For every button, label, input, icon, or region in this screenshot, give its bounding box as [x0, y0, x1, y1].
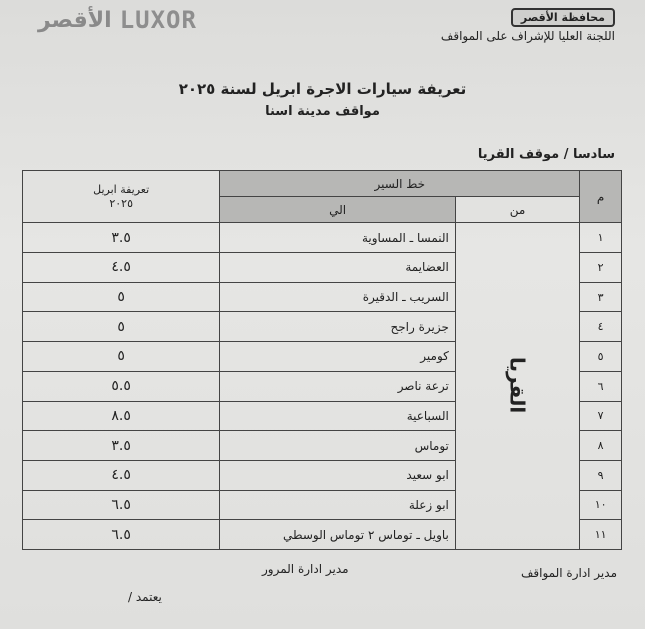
- header-fare: [23, 171, 220, 223]
- row-fare: ٤.٥: [23, 253, 220, 283]
- table-header-row: [23, 171, 622, 197]
- row-number: ٨: [580, 431, 622, 461]
- luxor-logo: [38, 6, 197, 34]
- row-destination: توماس: [220, 431, 456, 461]
- row-destination: ابو زعلة: [220, 490, 456, 520]
- logo-latin: LUXOR: [119, 6, 197, 34]
- seal-title: محافظة الأقصر: [511, 8, 615, 27]
- header-number: م: [580, 171, 622, 223]
- row-fare: ٥: [23, 282, 220, 312]
- row-destination: جزيرة راجح: [220, 312, 456, 342]
- row-fare: ٤.٥: [23, 460, 220, 490]
- header-to: الي: [220, 197, 456, 223]
- row-number: ١٠: [580, 490, 622, 520]
- row-destination: السباعية: [220, 401, 456, 431]
- row-number: ٤: [580, 312, 622, 342]
- traffic-manager-signature: مدير ادارة المرور: [262, 562, 349, 576]
- row-fare: ٥: [23, 312, 220, 342]
- header-fare-year: ٢٠٢٥: [109, 196, 133, 210]
- row-number: ١: [580, 223, 622, 253]
- row-number: ٦: [580, 371, 622, 401]
- table-row: [23, 223, 622, 253]
- from-cell: [455, 223, 579, 550]
- section-heading: سادسا / موقف القريا: [477, 147, 615, 162]
- row-fare: ٣.٥: [23, 431, 220, 461]
- row-destination: النمسا ـ المساوية: [220, 223, 456, 253]
- fare-table: [22, 170, 622, 550]
- parking-manager-signature: مدير ادارة المواقف: [520, 566, 617, 580]
- row-destination: العضايمة: [220, 253, 456, 283]
- row-destination: السريب ـ الدقيرة: [220, 282, 456, 312]
- page-subtitle: مواقف مدينة اسنا: [265, 104, 380, 119]
- row-number: ٧: [580, 401, 622, 431]
- page-title: تعريفة سيارات الاجرة ابريل لسنة ٢٠٢٥: [178, 80, 467, 98]
- approval-label: يعتمد /: [128, 590, 162, 604]
- row-destination: ترعة ناصر: [220, 371, 456, 401]
- seal-committee: اللجنة العليا للإشراف على المواقف: [440, 29, 615, 43]
- row-destination: كومير: [220, 342, 456, 372]
- row-fare: ٥: [23, 342, 220, 372]
- row-fare: ٨.٥: [23, 401, 220, 431]
- row-fare: ٦.٥: [23, 520, 220, 550]
- row-destination: ابو سعيد: [220, 460, 456, 490]
- row-fare: ٥.٥: [23, 371, 220, 401]
- from-value: القريا: [505, 356, 530, 413]
- header-fare-label: تعريفة ابريل: [93, 182, 150, 196]
- row-destination: باويل ـ توماس ٢ توماس الوسطي: [220, 520, 456, 550]
- row-number: ٣: [580, 282, 622, 312]
- row-number: ٢: [580, 253, 622, 283]
- logo-arabic: الأقصر: [38, 7, 112, 33]
- row-number: ٩: [580, 460, 622, 490]
- header-route: خط السير: [220, 171, 580, 197]
- row-number: ١١: [580, 520, 622, 550]
- row-fare: ٦.٥: [23, 490, 220, 520]
- row-fare: ٣.٥: [23, 223, 220, 253]
- row-number: ٥: [580, 342, 622, 372]
- governorate-seal: [441, 8, 615, 43]
- header-from: من: [455, 197, 579, 223]
